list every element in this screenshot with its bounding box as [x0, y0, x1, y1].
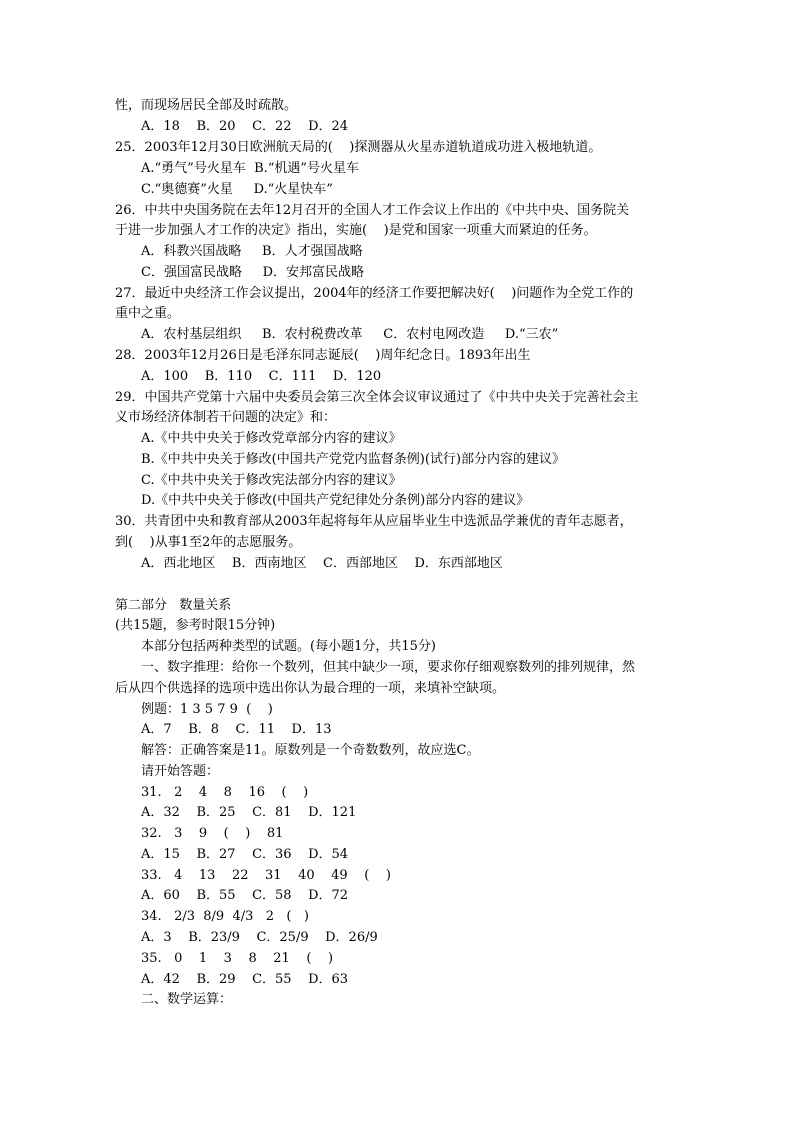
answer-option-b: B.《中共中央关于修改(中国共产党党内监督条例)(试行)部分内容的建议》 — [141, 452, 565, 467]
answer-options: C．强国富民战略 D．安邦富民战略 — [141, 265, 365, 280]
answer-option-d: D.《中共中央关于修改(中国共产党纪律处分条例)部分内容的建议》 — [141, 493, 530, 508]
instructions: 一、数字推理：给你一个数列，但其中缺少一项，要求你仔细观察数列的排列规律，然 — [141, 660, 636, 675]
answer-options: A．3 B．23/9 C．25/9 D．26/9 — [141, 930, 378, 945]
answer-option-a: A.《中共中央关于修改党章部分内容的建议》 — [141, 431, 402, 446]
question-text: 到( )从事1至2年的志愿服务。 — [115, 535, 302, 550]
question-text: 性，而现场居民全部及时疏散。 — [115, 98, 298, 113]
answer-options: A．西北地区 B．西南地区 C．西部地区 D．东西部地区 — [141, 556, 503, 571]
question-29: 29．中国共产党第十六届中央委员会第三次全体会议审议通过了《中共中央关于完善社会主 — [115, 390, 639, 405]
answer-options: C.“奥德赛”火星 D.“火星快车” — [141, 182, 333, 197]
question-35: 35. 0 1 3 8 21 ( ) — [141, 951, 334, 966]
answer-options: A.“勇气”号火星车 B.“机遇”号火星车 — [141, 161, 360, 176]
question-25: 25．2003年12月30日欧洲航天局的( )探测器从火星赤道轨道成功进入极地轨道。 — [115, 140, 602, 155]
question-34: 34. 2/3 8/9 4/3 2 ( ) — [141, 909, 309, 924]
question-text: 于进一步加强人才工作的决定》指出，实施( )是党和国家一项重大而紧迫的任务。 — [115, 223, 597, 238]
start-prompt: 请开始答题： — [141, 764, 220, 779]
question-27: 27．最近中央经济工作会议提出，2004年的经济工作要把解决好( )问题作为全党工作的 — [115, 286, 634, 301]
question-text: 义市场经济体制若干问题的决定》和： — [115, 410, 337, 425]
answer-options: A．42 B．29 C．55 D．63 — [141, 972, 349, 987]
question-28: 28．2003年12月26日是毛泽东同志诞辰( )周年纪念日。1893年出生 — [115, 348, 531, 363]
section-heading: 第二部分 数量关系 — [115, 598, 232, 613]
question-31: 31. 2 4 8 16 ( ) — [141, 785, 309, 800]
answer-options: A．7 B．8 C．11 D．13 — [141, 722, 332, 737]
question-33: 33. 4 13 22 31 40 49 ( ) — [141, 868, 391, 883]
instructions: 后从四个供选择的选项中选出你认为最合理的一项，来填补空缺项。 — [115, 681, 506, 696]
answer-options: A．15 B．27 C．36 D．54 — [141, 847, 349, 862]
example-question: 例题：1 3 5 7 9 ( ) — [141, 702, 273, 717]
answer-option-c: C.《中共中央关于修改宪法部分内容的建议》 — [141, 473, 402, 488]
answer-options: A．18 B．20 C．22 D．24 — [141, 119, 349, 134]
answer-options: A．科教兴国战略 B．人才强国战略 — [141, 244, 363, 259]
answer-options: A．100 B．110 C．111 D．120 — [141, 369, 382, 384]
question-30: 30．共青团中央和教育部从2003年起将每年从应届毕业生中选派品学兼优的青年志愿者， — [115, 514, 633, 529]
answer-options: A．32 B．25 C．81 D．121 — [141, 805, 357, 820]
example-answer: 解答：正确答案是11。原数列是一个奇数数列，故应选C。 — [141, 743, 480, 758]
answer-options: A．农村基层组织 B．农村税费改革 C．农村电网改造 D.“三农” — [141, 327, 559, 342]
question-32: 32. 3 9 ( ) 81 — [141, 826, 284, 841]
section-note: (共15题，参考时限15分钟) — [115, 618, 276, 633]
question-text: 重中之重。 — [115, 306, 181, 321]
subsection-heading: 二、数学运算： — [141, 992, 233, 1007]
question-26: 26．中共中央国务院在去年12月召开的全国人才工作会议上作出的《中共中央、国务院关 — [115, 203, 630, 218]
section-intro: 本部分包括两种类型的试题。(每小题1分，共15分) — [141, 639, 436, 654]
answer-options: A．60 B．55 C．58 D．72 — [141, 888, 349, 903]
